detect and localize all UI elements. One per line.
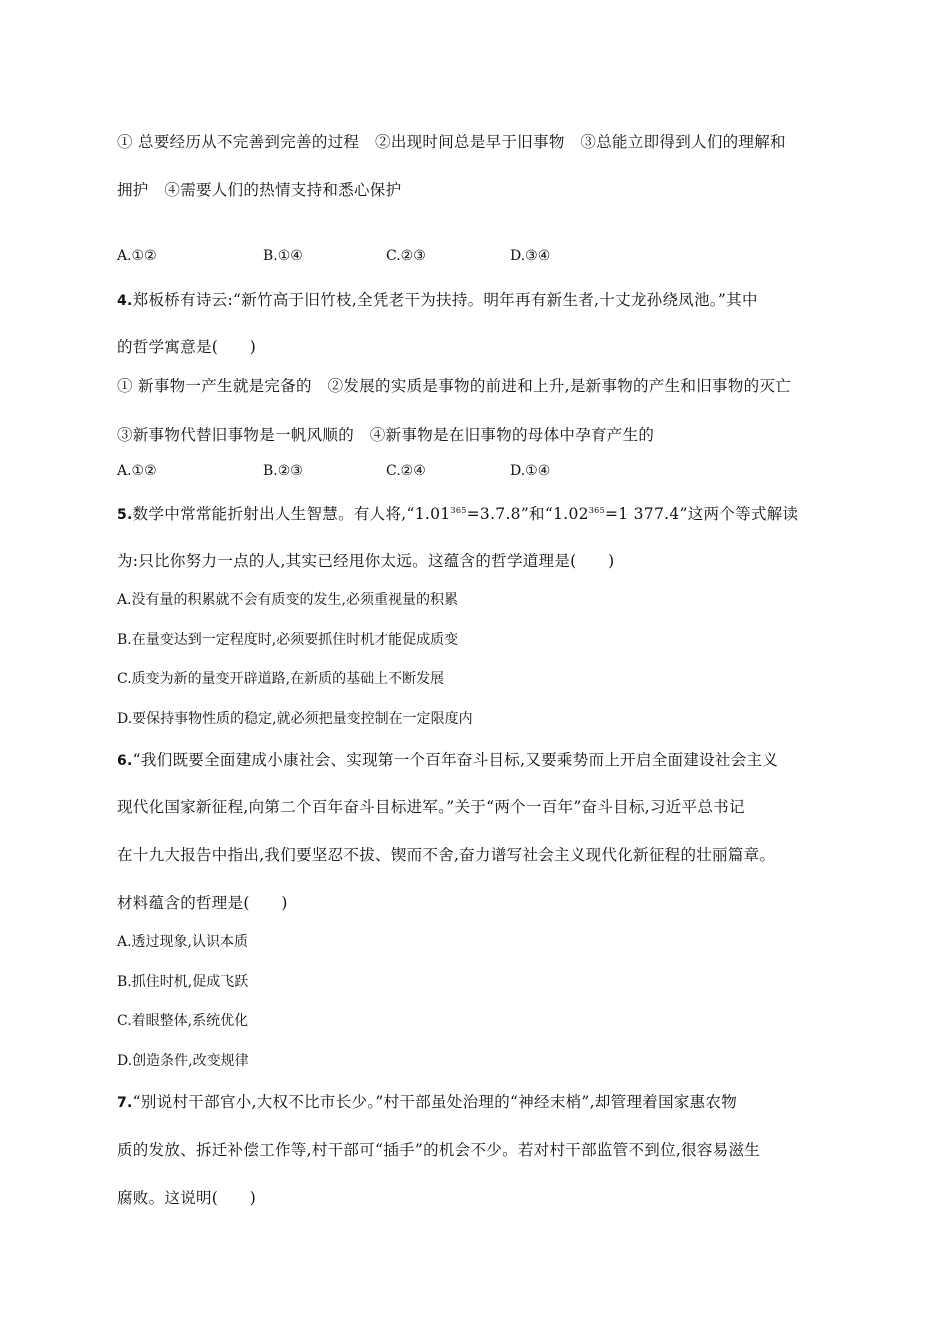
q7-line-1 [117, 1090, 737, 1112]
q5-text-1a: 数学中常常能折射出人生智慧。有人将,“1.01 [132, 505, 451, 523]
q4-line-3: ① 新事物一产生就是完备的 ②发展的实质是事物的前进和上升,是新事物的产生和旧事物的灭亡 [117, 377, 792, 395]
q4-number: 4. [117, 293, 133, 309]
q5-exponent-1: 365 [450, 506, 467, 515]
q5-option-d: D.要保持事物性质的稳定,就必须把量变控制在一定限度内 [117, 711, 473, 727]
q7-line-3: 腐败。这说明( ) [117, 1189, 257, 1207]
q4-option-a: A.①② [117, 463, 157, 479]
q3-option-a: A.①② [117, 248, 157, 264]
q5-option-c: C.质变为新的量变开辟道路,在新质的基础上不断发展 [117, 671, 445, 687]
q4-text-1: 郑板桥有诗云:“新竹高于旧竹枝,全凭老干为扶持。明年再有新生者,十丈龙孙绕凤池。”其中 [132, 291, 758, 309]
q5-number: 5. [117, 507, 133, 523]
q6-line-3: 在十九大报告中指出,我们要坚忍不拔、锲而不舍,奋力谱写社会主义现代化新征程的壮丽篇章。 [117, 846, 776, 864]
q6-line-1 [117, 748, 778, 770]
q5-line-1 [117, 502, 798, 524]
q4-option-b: B.②③ [263, 463, 303, 479]
q6-line-4: 材料蕴含的哲理是( ) [117, 894, 288, 912]
q4-line-4: ③新事物代替旧事物是一帆风顺的 ④新事物是在旧事物的母体中孕育产生的 [117, 426, 655, 444]
q6-number: 6. [117, 753, 133, 769]
q4-line-2: 的哲学寓意是( ) [117, 338, 257, 356]
q6-option-c: C.着眼整体,系统优化 [117, 1013, 249, 1029]
q5-option-b: B.在量变达到一定程度时,必须要抓住时机才能促成质变 [117, 632, 459, 648]
q3-line-1: ① 总要经历从不完善到完善的过程 ②出现时间总是早于旧事物 ③总能立即得到人们的理解和 [117, 133, 786, 151]
q5-text-1c: =1 377.4”这两个等式解读 [604, 505, 799, 523]
q6-option-d: D.创造条件,改变规律 [117, 1053, 249, 1069]
q4-option-d: D.①④ [510, 463, 551, 479]
q4-line-1 [117, 288, 758, 310]
q5-line-2: 为:只比你努力一点的人,其实已经甩你太远。这蕴含的哲学道理是( ) [117, 552, 615, 570]
q7-number: 7. [117, 1095, 133, 1111]
q3-option-c: C.②③ [386, 248, 426, 264]
q6-text-1: “我们既要全面建成小康社会、实现第一个百年奋斗目标,又要乘势而上开启全面建设社会主义 [132, 751, 779, 769]
q3-option-b: B.①④ [263, 248, 303, 264]
q5-option-a: A.没有量的积累就不会有质变的发生,必须重视量的积累 [117, 592, 459, 608]
q4-option-c: C.②④ [386, 463, 426, 479]
q3-option-d: D.③④ [510, 248, 551, 264]
q6-option-a: A.透过现象,认识本质 [117, 934, 249, 950]
q6-option-b: B.抓住时机,促成飞跃 [117, 974, 249, 990]
q6-line-2: 现代化国家新征程,向第二个百年奋斗目标进军。”关于“两个一百年”奋斗目标,习近平总书记 [117, 798, 745, 816]
q3-line-2: 拥护 ④需要人们的热情支持和悉心保护 [117, 181, 402, 199]
q5-exponent-2: 365 [588, 506, 605, 515]
q7-line-2: 质的发放、拆迁补偿工作等,村干部可“插手”的机会不少。若对村干部监管不到位,很容易滋生 [117, 1141, 761, 1159]
q5-text-1b: =3.7.8”和“1.02 [466, 505, 589, 523]
q7-text-1: “别说村干部官小,大权不比市长少。”村干部虽处治理的“神经末梢”,却管理着国家惠农物 [132, 1093, 738, 1111]
